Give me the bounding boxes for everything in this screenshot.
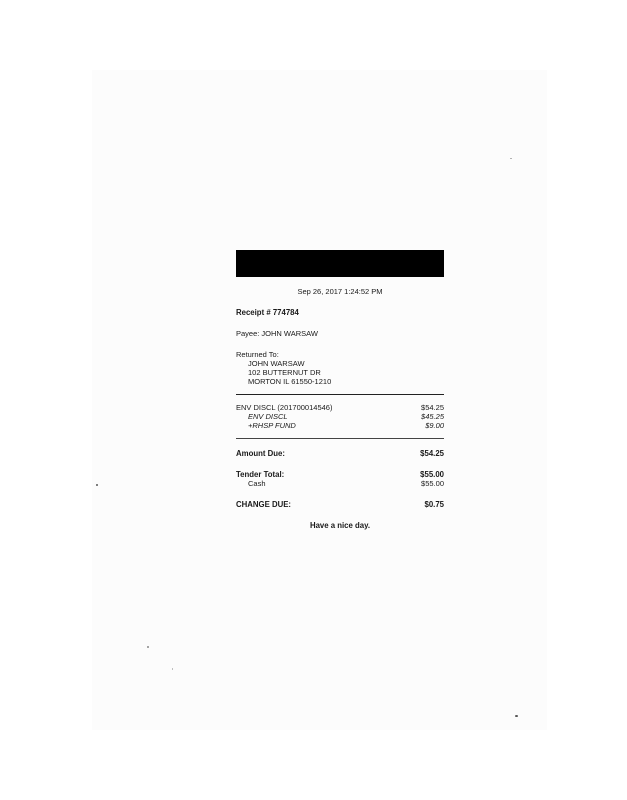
redaction-block xyxy=(236,250,444,277)
address-street: 102 BUTTERNUT DR xyxy=(248,368,321,377)
payee: Payee: JOHN WARSAW xyxy=(236,329,318,338)
change-due-row xyxy=(236,500,444,509)
returned-to-label: Returned To: xyxy=(236,350,279,359)
scan-speck xyxy=(147,646,149,648)
breakdown-amount: $45.25 xyxy=(421,412,444,421)
tender-total-label: Tender Total: xyxy=(236,470,285,479)
scan-speck xyxy=(172,668,173,670)
tender-total-row xyxy=(236,470,444,479)
breakdown-amount: $9.00 xyxy=(425,421,444,430)
change-due-value: $0.75 xyxy=(424,500,444,509)
breakdown-label: +RHSP FUND xyxy=(248,421,296,430)
receipt xyxy=(236,250,444,530)
address-name: JOHN WARSAW xyxy=(248,359,305,368)
amount-due-label: Amount Due: xyxy=(236,449,285,458)
tender-total-value: $55.00 xyxy=(420,470,444,479)
amount-due-value: $54.25 xyxy=(420,449,444,458)
divider xyxy=(236,394,444,395)
cash-label: Cash xyxy=(248,479,266,488)
change-due-label: CHANGE DUE: xyxy=(236,500,292,509)
divider xyxy=(236,438,444,439)
line-item-description: ENV DISCL (201700014546) xyxy=(236,403,333,412)
scan-speck xyxy=(96,484,98,486)
scan-speck xyxy=(515,715,518,717)
address-city: MORTON IL 61550-1210 xyxy=(248,377,332,386)
amount-due-row xyxy=(236,449,444,458)
cash-amount: $55.00 xyxy=(421,479,444,488)
line-item xyxy=(236,403,444,412)
greeting: Have a nice day. xyxy=(309,521,371,530)
line-item-breakdown-row xyxy=(236,421,444,430)
cash-row xyxy=(236,479,444,488)
receipt-number: Receipt # 774784 xyxy=(236,308,299,317)
receipt-date: Sep 26, 2017 1:24:52 PM xyxy=(297,287,383,296)
line-item-breakdown-row xyxy=(236,412,444,421)
line-item-amount: $54.25 xyxy=(421,403,444,412)
breakdown-label: ENV DISCL xyxy=(248,412,288,421)
scan-speck xyxy=(510,158,512,159)
